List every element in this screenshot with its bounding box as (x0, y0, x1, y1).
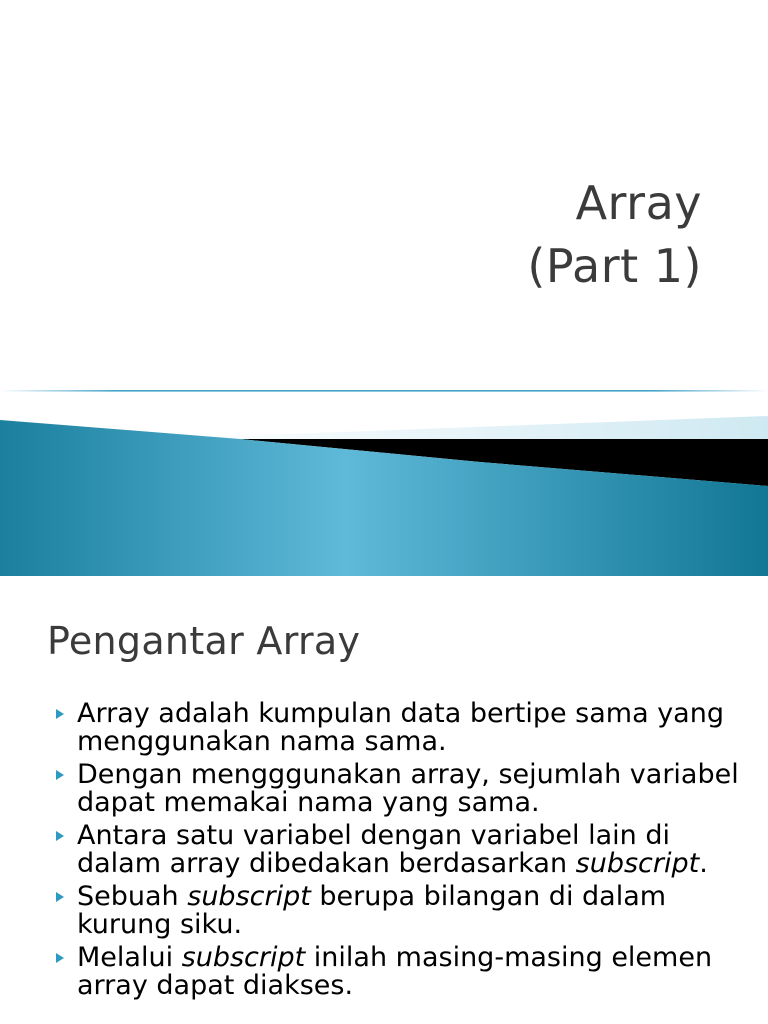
thin-accent-rule (0, 388, 768, 394)
triangle-bullet-icon (56, 770, 64, 780)
bullet-text: Melalui (77, 942, 182, 973)
content-slide (0, 578, 768, 1024)
bullet-text: Sebuah (77, 881, 188, 912)
bullet-text: Array adalah kumpulan data bertipe sama yang menggunakan nama sama. (77, 698, 724, 757)
triangle-bullet-icon (56, 709, 64, 719)
bullet-text: Dengan mengggunakan array, sejumlah variabel dapat memakai nama yang sama. (77, 759, 739, 818)
triangle-bullet-icon (56, 831, 64, 841)
slide-title-line-1: Array (575, 176, 702, 230)
slide-heading: Pengantar Array (47, 619, 361, 663)
decorative-wave-band (0, 410, 768, 578)
bullet-text-after: . (699, 848, 708, 879)
list-item (56, 944, 746, 1000)
bullet-text-after: inilah masing-masing elemen array dapat diakses. (77, 942, 713, 1001)
bullet-italic-term: subscript (187, 881, 311, 912)
bullet-italic-term: subscript (181, 942, 306, 973)
list-item (56, 822, 746, 878)
list-item (56, 761, 746, 817)
list-item (56, 700, 746, 756)
bullet-text-after: berupa bilangan di dalam kurung siku. (77, 881, 667, 940)
triangle-bullet-icon (56, 953, 64, 963)
triangle-bullet-icon (56, 892, 64, 902)
slide-title-line-2: (Part 1) (527, 239, 702, 293)
list-item (56, 883, 746, 939)
bullet-italic-term: subscript (575, 848, 700, 879)
bullet-text: Antara satu variabel dengan variabel lain di dalam array dibedakan berdasarkan (77, 820, 670, 879)
bullet-list (56, 700, 746, 1005)
